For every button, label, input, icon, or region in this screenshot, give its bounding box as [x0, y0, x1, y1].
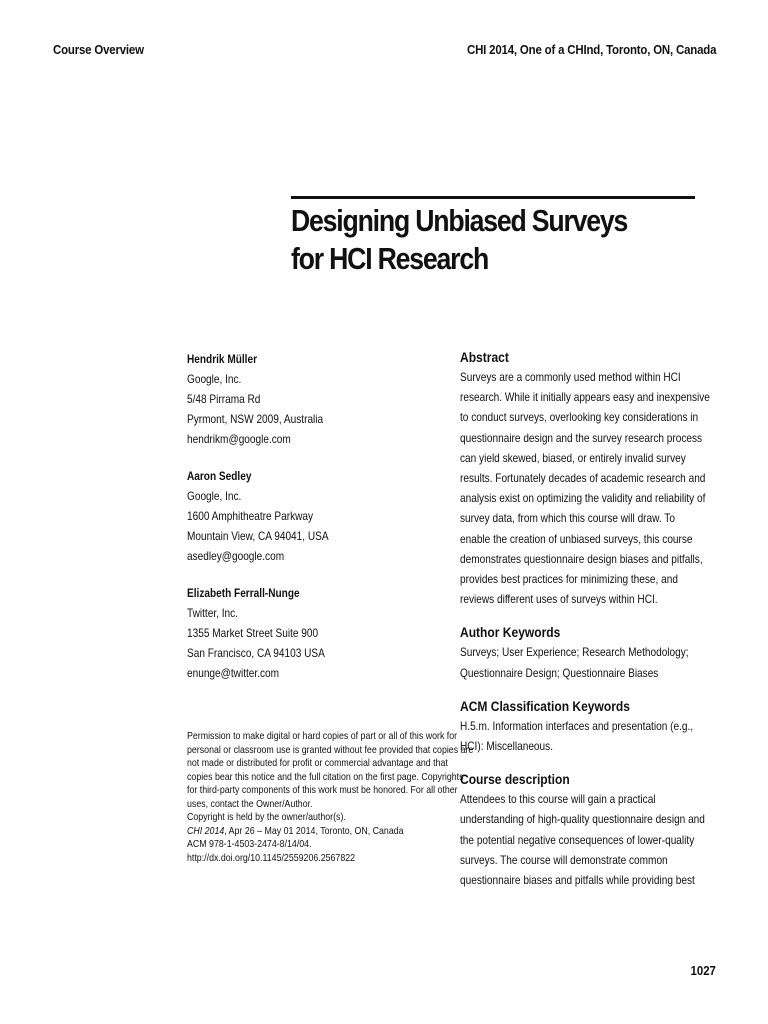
copyright-line: Copyright is held by the owner/author(s). — [187, 811, 346, 823]
author-block — [187, 466, 437, 566]
conference-details: , Apr 26 – May 01 2014, Toronto, ON, Canada — [224, 824, 404, 837]
author-name: Aaron Sedley — [187, 469, 252, 483]
acm-keywords-body — [460, 716, 760, 756]
keywords-line: Surveys; User Experience; Research Methodology; — [460, 645, 689, 660]
abstract-line: Surveys are a commonly used method within HCI — [460, 370, 681, 384]
abstract-line: results. Fortunately decades of academic research and — [460, 471, 706, 486]
abstract-line: research. While it initially appears easy and inexpensive — [460, 390, 710, 405]
running-header-right: CHI 2014, One of a CHInd, Toronto, ON, Canada — [466, 42, 716, 57]
permission-line: personal or classroom use is granted without fee provided that copies are — [187, 743, 474, 756]
author-city: Pyrmont, NSW 2009, Australia — [187, 412, 324, 426]
author-email: hendrikm@google.com — [187, 432, 291, 446]
author-affiliation: Twitter, Inc. — [187, 606, 238, 620]
keywords-line: Questionnaire Design; Questionnaire Biases — [460, 665, 659, 680]
page-number: 1027 — [690, 963, 716, 978]
abstract-line: provides best practices for minimizing these, and — [460, 572, 678, 587]
abstract-section — [460, 347, 760, 609]
right-column — [460, 347, 760, 903]
author-affiliation: Google, Inc. — [187, 372, 242, 386]
title-rule — [291, 196, 695, 199]
author-address: 1600 Amphitheatre Parkway — [187, 509, 314, 523]
author-email: asedley@google.com — [187, 549, 285, 563]
course-description-body — [460, 789, 760, 890]
abstract-body — [460, 367, 760, 609]
author-address: 1355 Market Street Suite 900 — [187, 626, 319, 640]
abstract-line: can yield skewed, biased, or entirely invalid survey — [460, 450, 686, 465]
author-list — [187, 349, 437, 700]
permission-line: not made or distributed for profit or commercial advantage and that — [187, 757, 448, 769]
author-keywords-heading: Author Keywords — [460, 624, 561, 641]
doi-link[interactable]: http://dx.doi.org/10.1145/2559206.2567822 — [187, 851, 356, 864]
course-description-line: surveys. The course will demonstrate common — [460, 852, 668, 867]
abstract-line: demonstrates questionnaire design biases and pitfalls, — [460, 551, 703, 566]
permission-notice — [187, 730, 474, 865]
permission-line: uses, contact the Owner/Author. — [187, 797, 313, 810]
acm-isbn: ACM 978-1-4503-2474-8/14/04. — [187, 838, 312, 850]
conference-name: CHI 2014 — [187, 824, 225, 837]
acm-keywords-section — [460, 696, 760, 756]
author-email: enunge@twitter.com — [187, 666, 280, 680]
running-header-left: Course Overview — [53, 42, 144, 57]
course-description-heading: Course description — [460, 771, 570, 788]
author-name: Hendrik Müller — [187, 352, 258, 366]
title-line-2: for HCI Research — [291, 241, 489, 276]
conference-line — [187, 825, 439, 839]
abstract-heading: Abstract — [460, 349, 509, 365]
author-address: 5/48 Pirrama Rd — [187, 392, 261, 406]
author-block — [187, 349, 437, 449]
permission-line: for third-party components of this work must be honored. For all other — [187, 784, 458, 796]
paper-title — [291, 202, 627, 278]
abstract-line: survey data, from which this course will draw. To — [460, 511, 675, 526]
author-block — [187, 583, 437, 683]
course-description-line: Attendees to this course will gain a practical — [460, 792, 656, 807]
author-keywords-body — [460, 642, 760, 682]
acm-keywords-line: HCI): Miscellaneous. — [460, 739, 553, 754]
permission-line: copies bear this notice and the full citation on the first page. Copyrights — [187, 770, 464, 783]
abstract-line: reviews different uses of surveys within HCI. — [460, 592, 658, 607]
author-city: Mountain View, CA 94041, USA — [187, 529, 329, 543]
abstract-line: enable the creation of unbiased surveys, this course — [460, 531, 693, 546]
abstract-line: analysis exist on optimizing the validity and reliability of — [460, 491, 706, 506]
abstract-line: to conduct surveys, overlooking key considerations in — [460, 410, 699, 425]
author-affiliation: Google, Inc. — [187, 489, 242, 503]
acm-keywords-heading: ACM Classification Keywords — [460, 697, 630, 714]
course-description-line: the potential negative consequences of lower-quality — [460, 832, 695, 847]
acm-keywords-line: H.5.m. Information interfaces and presentation (e.g., — [460, 718, 694, 733]
permission-line: Permission to make digital or hard copies of part or all of this work for — [187, 730, 458, 742]
author-name: Elizabeth Ferrall-Nunge — [187, 586, 300, 600]
course-description-line: questionnaire biases and pitfalls while providing best — [460, 873, 695, 888]
author-city: San Francisco, CA 94103 USA — [187, 646, 325, 660]
course-description-section — [460, 769, 760, 890]
course-description-line: understanding of high-quality questionnaire design and — [460, 812, 705, 827]
title-line-1: Designing Unbiased Surveys — [291, 203, 628, 238]
author-keywords-section — [460, 622, 760, 682]
abstract-line: questionnaire design and the survey research process — [460, 430, 703, 445]
